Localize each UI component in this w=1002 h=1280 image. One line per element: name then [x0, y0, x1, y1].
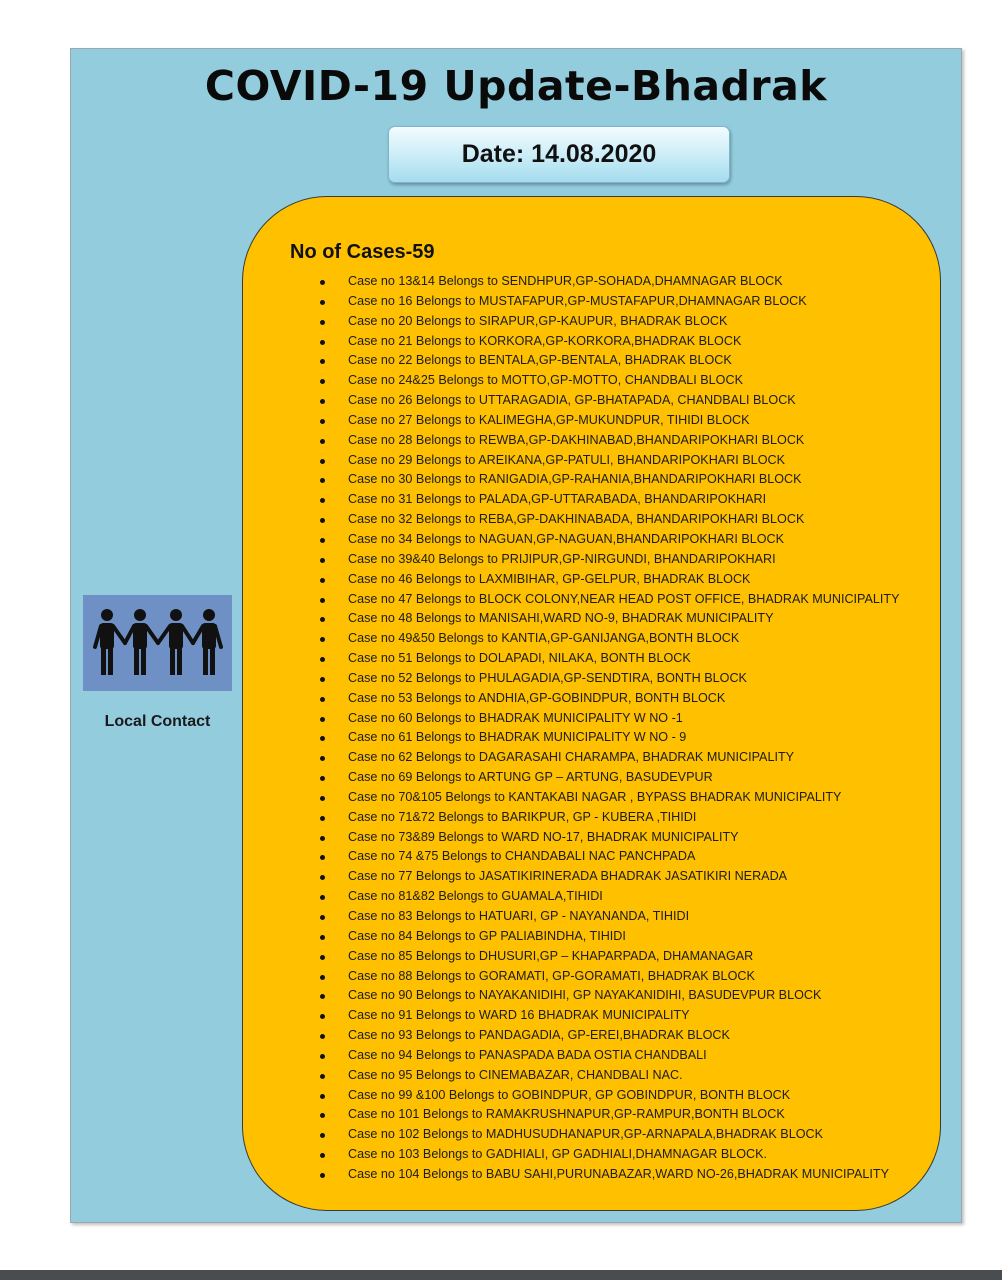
case-item: Case no 88 Belongs to GORAMATI, GP-GORAMATI, BHADRAK BLOCK: [348, 967, 928, 987]
cases-heading: No of Cases-59: [290, 241, 435, 263]
case-item: Case no 13&14 Belongs to SENDHPUR,GP-SOHADA,DHAMNAGAR BLOCK: [348, 272, 928, 292]
case-item: Case no 20 Belongs to SIRAPUR,GP-KAUPUR, BHADRAK BLOCK: [348, 312, 928, 332]
case-item: Case no 48 Belongs to MANISAHI,WARD NO-9, BHADRAK MUNICIPALITY: [348, 609, 928, 629]
case-item: Case no 22 Belongs to BENTALA,GP-BENTALA, BHADRAK BLOCK: [348, 351, 928, 371]
case-item: Case no 99 &100 Belongs to GOBINDPUR, GP GOBINDPUR, BONTH BLOCK: [348, 1086, 928, 1106]
case-item: Case no 95 Belongs to CINEMABAZAR, CHANDBALI NAC.: [348, 1066, 928, 1086]
case-item: Case no 61 Belongs to BHADRAK MUNICIPALITY W NO - 9: [348, 728, 928, 748]
case-item: Case no 29 Belongs to AREIKANA,GP-PATULI, BHANDARIPOKHARI BLOCK: [348, 451, 928, 471]
people-holding-hands-icon: [93, 607, 223, 679]
case-item: Case no 30 Belongs to RANIGADIA,GP-RAHANIA,BHANDARIPOKHARI BLOCK: [348, 470, 928, 490]
case-item: Case no 90 Belongs to NAYAKANIDIHI, GP NAYAKANIDIHI, BASUDEVPUR BLOCK: [348, 986, 928, 1006]
case-item: Case no 81&82 Belongs to GUAMALA,TIHIDI: [348, 887, 928, 907]
case-item: Case no 27 Belongs to KALIMEGHA,GP-MUKUNDPUR, TIHIDI BLOCK: [348, 411, 928, 431]
date-badge: Date: 14.08.2020: [388, 126, 730, 183]
case-item: Case no 21 Belongs to KORKORA,GP-KORKORA,BHADRAK BLOCK: [348, 332, 928, 352]
case-item: Case no 74 &75 Belongs to CHANDABALI NAC PANCHPADA: [348, 847, 928, 867]
case-item: Case no 94 Belongs to PANASPADA BADA OSTIA CHANDBALI: [348, 1046, 928, 1066]
case-item: Case no 60 Belongs to BHADRAK MUNICIPALITY W NO -1: [348, 709, 928, 729]
case-item: Case no 71&72 Belongs to BARIKPUR, GP - KUBERA ,TIHIDI: [348, 808, 928, 828]
case-item: Case no 32 Belongs to REBA,GP-DAKHINABADA, BHANDARIPOKHARI BLOCK: [348, 510, 928, 530]
case-item: Case no 24&25 Belongs to MOTTO,GP-MOTTO, CHANDBALI BLOCK: [348, 371, 928, 391]
case-item: Case no 85 Belongs to DHUSURI,GP – KHAPARPADA, DHAMANAGAR: [348, 947, 928, 967]
case-item: Case no 51 Belongs to DOLAPADI, NILAKA, BONTH BLOCK: [348, 649, 928, 669]
case-item: Case no 84 Belongs to GP PALIABINDHA, TIHIDI: [348, 927, 928, 947]
case-item: Case no 31 Belongs to PALADA,GP-UTTARABADA, BHANDARIPOKHARI: [348, 490, 928, 510]
case-item: Case no 91 Belongs to WARD 16 BHADRAK MUNICIPALITY: [348, 1006, 928, 1026]
case-item: Case no 93 Belongs to PANDAGADIA, GP-EREI,BHADRAK BLOCK: [348, 1026, 928, 1046]
case-item: Case no 53 Belongs to ANDHIA,GP-GOBINDPUR, BONTH BLOCK: [348, 689, 928, 709]
case-item: Case no 39&40 Belongs to PRIJIPUR,GP-NIRGUNDI, BHANDARIPOKHARI: [348, 550, 928, 570]
case-item: Case no 16 Belongs to MUSTAFAPUR,GP-MUSTAFAPUR,DHAMNAGAR BLOCK: [348, 292, 928, 312]
local-contact-icon-panel: [83, 595, 232, 691]
case-item: Case no 83 Belongs to HATUARI, GP - NAYANANDA, TIHIDI: [348, 907, 928, 927]
window-bottom-bar: [0, 1270, 1002, 1280]
case-item: Case no 34 Belongs to NAGUAN,GP-NAGUAN,BHANDARIPOKHARI BLOCK: [348, 530, 928, 550]
case-item: Case no 103 Belongs to GADHIALI, GP GADHIALI,DHAMNAGAR BLOCK.: [348, 1145, 928, 1165]
case-item: Case no 101 Belongs to RAMAKRUSHNAPUR,GP-RAMPUR,BONTH BLOCK: [348, 1105, 928, 1125]
case-item: Case no 102 Belongs to MADHUSUDHANAPUR,GP-ARNAPALA,BHADRAK BLOCK: [348, 1125, 928, 1145]
case-item: Case no 73&89 Belongs to WARD NO-17, BHADRAK MUNICIPALITY: [348, 828, 928, 848]
case-item: Case no 104 Belongs to BABU SAHI,PURUNABAZAR,WARD NO-26,BHADRAK MUNICIPALITY: [348, 1165, 928, 1185]
case-list: [348, 272, 928, 1185]
case-item: Case no 52 Belongs to PHULAGADIA,GP-SENDTIRA, BONTH BLOCK: [348, 669, 928, 689]
cases-panel: [242, 196, 941, 1211]
case-item: Case no 49&50 Belongs to KANTIA,GP-GANIJANGA,BONTH BLOCK: [348, 629, 928, 649]
case-item: Case no 69 Belongs to ARTUNG GP – ARTUNG, BASUDEVPUR: [348, 768, 928, 788]
page-title: COVID-19 Update-Bhadrak: [204, 62, 828, 110]
case-item: Case no 62 Belongs to DAGARASAHI CHARAMPA, BHADRAK MUNICIPALITY: [348, 748, 928, 768]
local-contact-label: Local Contact: [104, 713, 211, 730]
case-item: Case no 70&105 Belongs to KANTAKABI NAGAR , BYPASS BHADRAK MUNICIPALITY: [348, 788, 928, 808]
case-item: Case no 46 Belongs to LAXMIBIHAR, GP-GELPUR, BHADRAK BLOCK: [348, 570, 928, 590]
case-item: Case no 26 Belongs to UTTARAGADIA, GP-BHATAPADA, CHANDBALI BLOCK: [348, 391, 928, 411]
case-item: Case no 28 Belongs to REWBA,GP-DAKHINABAD,BHANDARIPOKHARI BLOCK: [348, 431, 928, 451]
case-item: Case no 47 Belongs to BLOCK COLONY,NEAR HEAD POST OFFICE, BHADRAK MUNICIPALITY: [348, 590, 928, 610]
case-item: Case no 77 Belongs to JASATIKIRINERADA BHADRAK JASATIKIRI NERADA: [348, 867, 928, 887]
